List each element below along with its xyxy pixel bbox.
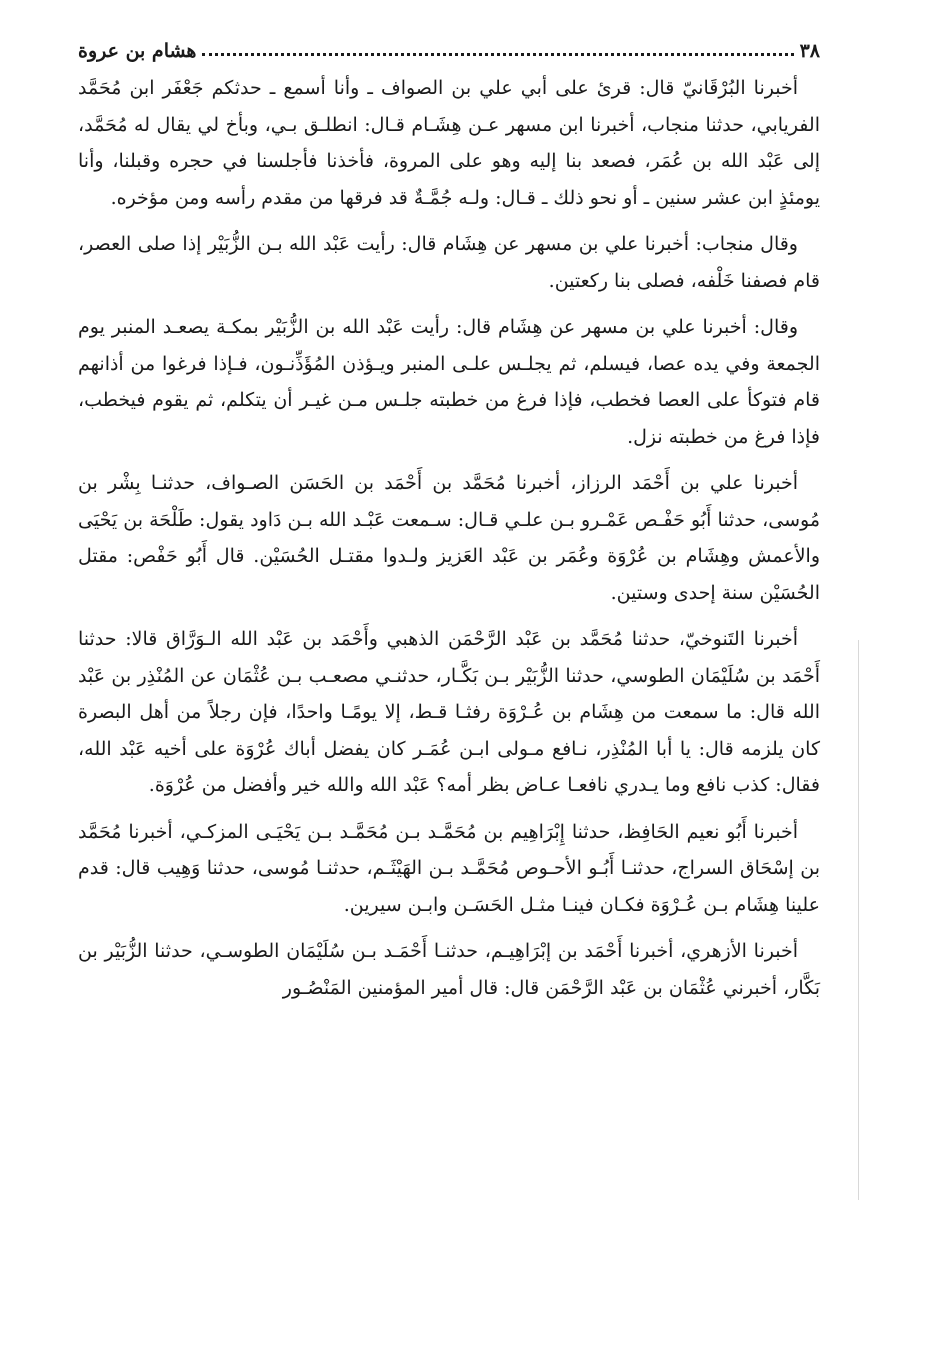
paragraph-3: وقال: أخبرنا علي بن مسهر عن هِشَام قال: رأيت عَبْد الله بن الزُّبَيْر بمكـة يصعـد المنبر يوم الجمعة وفي يده عصا، فيسلم، ثم يجلـس علـى المنبر ويـؤذن المُؤَذِّنـون، فـإذا فرغوا من أذانهم قام فتوكأ على العصا فخطب، فإذا فرغ من خطبته جلـس مـن غيـر أن يتكلم، ثم يقوم فيخطب، فإذا فرغ من خطبته نزل. <box>78 316 820 448</box>
running-title: هشام بن عروة <box>78 40 197 62</box>
paragraph-2: وقال منجاب: أخبرنا علي بن مسهر عن هِشَام قال: رأيت عَبْد الله بـن الزُّبَيْر إذا صلى العصر، قام فصفنا خَلْفه، فصلى بنا ركعتين. <box>78 233 820 292</box>
paragraph-6: أخبرنا أَبُو نعيم الحَافِظ، حدثنا إِبْرَاهِيم بن مُحَمَّـد بـن مُحَمَّـد بـن يَحْيَـى المزكـي، أخبرنا مُحَمَّد بن إسْحَاق السراج، حدثنـا أَبُـو الأحـوص مُحَمَّـد بـن الهَيْثَـم، حدثنـا مُوسى، حدثنا وَهِيب قال: قدم علينا هِشَام بـن عُـرْوَة فكـان فينـا مثـل الحَسَـن وابـن سيرين. <box>78 820 820 916</box>
header-dot-leader <box>202 43 793 56</box>
paragraph-4: أخبرنا علي بن أَحْمَد الرزاز، أخبرنا مُحَمَّد بن أَحْمَد بن الحَسَن الصـواف، حدثنـا بِشْر بن مُوسى، حدثنا أَبُو حَفْـص عَمْـرو بـن علـي قـال: سـمعت عَبْـد الله بـن دَاود يقول: طَلْحَة بن يَحْيَى والأعمش وهِشَام بن عُرْوَة وعُمَر بن عَبْد العَزيز ولـدوا مقتـل الحُسَيْن. قال أَبُو حَفْص: مقتل الحُسَيْن سنة إحدى وستين. <box>78 472 820 604</box>
page-header <box>78 28 820 62</box>
body-text <box>78 70 820 1006</box>
paragraph-5: أخبرنا التَنوخيّ، حدثنا مُحَمَّد بن عَبْد الرَّحْمَن الذهبي وأَحْمَد بن عَبْد الله الـوَرَّاق قالا: حدثنا أَحْمَد بن سُلَيْمَان الطوسي، حدثنا الزُّبَيْر بـن بَكَّـار، حدثنـي مصعـب بـن عُثْمَان عن المُنْذِر بن عَبْد الله قال: ما سمعت من هِشَام بن عُـرْوَة رفثـا قـط، إلا يومًـا واحدًا، فإن رجلاً من أهل البصرة كان يلزمه قال: يا أبا المُنْذِر، نـافع مـولى ابـن عُمَـر كان يفضل أباك عُرْوَة على أخيه عَبْد الله، فقال: كذب نافع وما يـدري نافعـا عـاض بظر أمه؟ عَبْد الله والله خير وأفضل من عُرْوَة. <box>78 628 820 796</box>
paragraph-7: أخبرنا الأزهري، أخبرنا أَحْمَد بن إبْرَاهِيـم، حدثنـا أَحْمَـد بـن سُلَيْمَان الطوسـي، حدثنا الزُّبَيْر بن بَكَّار، أخبرني عُثْمَان بن عَبْد الرَّحْمَن قال: قال أمير المؤمنين المَنْصُـور <box>78 940 820 999</box>
page <box>78 28 820 1016</box>
scan-margin-line <box>858 640 859 1200</box>
page-number: ٣٨ <box>799 40 820 62</box>
paragraph-1: أخبرنا البُرْقَانيّ قال: قرئ على أبي علي بن الصواف ـ وأنا أسمع ـ حدثكم جَعْفَر ابن مُحَمَّد الفريابي، حدثنا منجاب، أخبرنا ابن مسهر عـن هِشَـام قـال: انطلـق بـي، وبأخ لي يقال له مُحَمَّد، إلى عَبْد الله بن عُمَر، فصعد بنا إليه وهو على المروة، فأخذنا فأجلسنا في حجره وقبلنا، وأنا يومئذٍ ابن عشر سنين ـ أو نحو ذلك ـ قـال: ولـه جُمَّـةٌ قد فرقها من مقدم رأسه ومن مؤخره. <box>78 77 820 209</box>
